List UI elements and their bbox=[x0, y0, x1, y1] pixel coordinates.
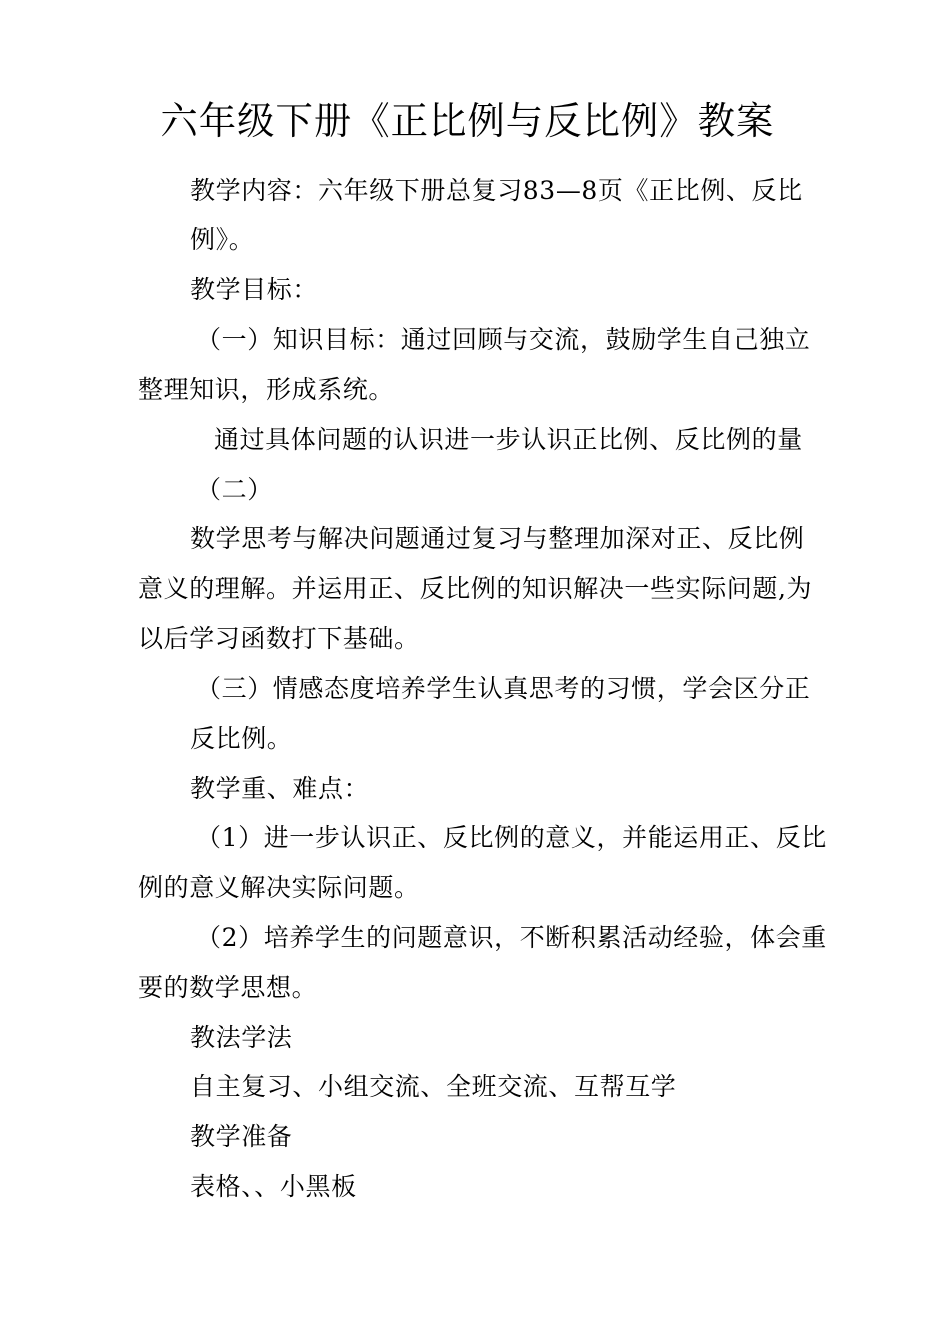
concrete-problem-line: 通过具体问题的认识进一步认识正比例、反比例的量 bbox=[214, 425, 803, 454]
preparation-text: 表格、、小黑板 bbox=[190, 1172, 357, 1201]
key-points-heading: 教学重、难点： bbox=[190, 774, 370, 803]
key-point-2-line-2: 要的数学思想。 bbox=[138, 973, 318, 1002]
emotion-goal-line-2: 反比例。 bbox=[190, 724, 293, 753]
key-point-2-line-1: （2）培养学生的问题意识，不断积累活动经验，体会重 bbox=[196, 923, 827, 952]
knowledge-goal-line-2: 整理知识，形成系统。 bbox=[138, 375, 395, 404]
teaching-goals-heading: 教学目标： bbox=[190, 275, 319, 304]
key-point-1-line-2: 例的意义解决实际问题。 bbox=[138, 873, 420, 902]
document-title: 六年级下册《正比例与反比例》教案 bbox=[160, 99, 775, 143]
teaching-content-line-2: 例》。 bbox=[190, 225, 255, 254]
math-thinking-line-2: 意义的理解。并运用正、反比例的知识解决一些实际问题,为 bbox=[138, 574, 813, 603]
preparation-heading: 教学准备 bbox=[190, 1122, 293, 1151]
math-thinking-line-1: 数学思考与解决问题通过复习与整理加深对正、反比例 bbox=[190, 524, 805, 553]
methods-text: 自主复习、小组交流、全班交流、互帮互学 bbox=[190, 1072, 677, 1101]
methods-heading: 教法学法 bbox=[190, 1023, 293, 1052]
emotion-goal-line-1: （三）情感态度培养学生认真思考的习惯，学会区分正 bbox=[196, 674, 811, 703]
key-point-1-line-1: （1）进一步认识正、反比例的意义，并能运用正、反比 bbox=[196, 823, 827, 852]
math-thinking-line-3: 以后学习函数打下基础。 bbox=[138, 624, 420, 653]
teaching-content-line-1: 教学内容：六年级下册总复习83—8页《正比例、反比 bbox=[190, 176, 803, 205]
knowledge-goal-line-1: （一）知识目标：通过回顾与交流，鼓励学生自己独立 bbox=[196, 325, 811, 354]
section-two-label: （二） bbox=[196, 475, 273, 504]
